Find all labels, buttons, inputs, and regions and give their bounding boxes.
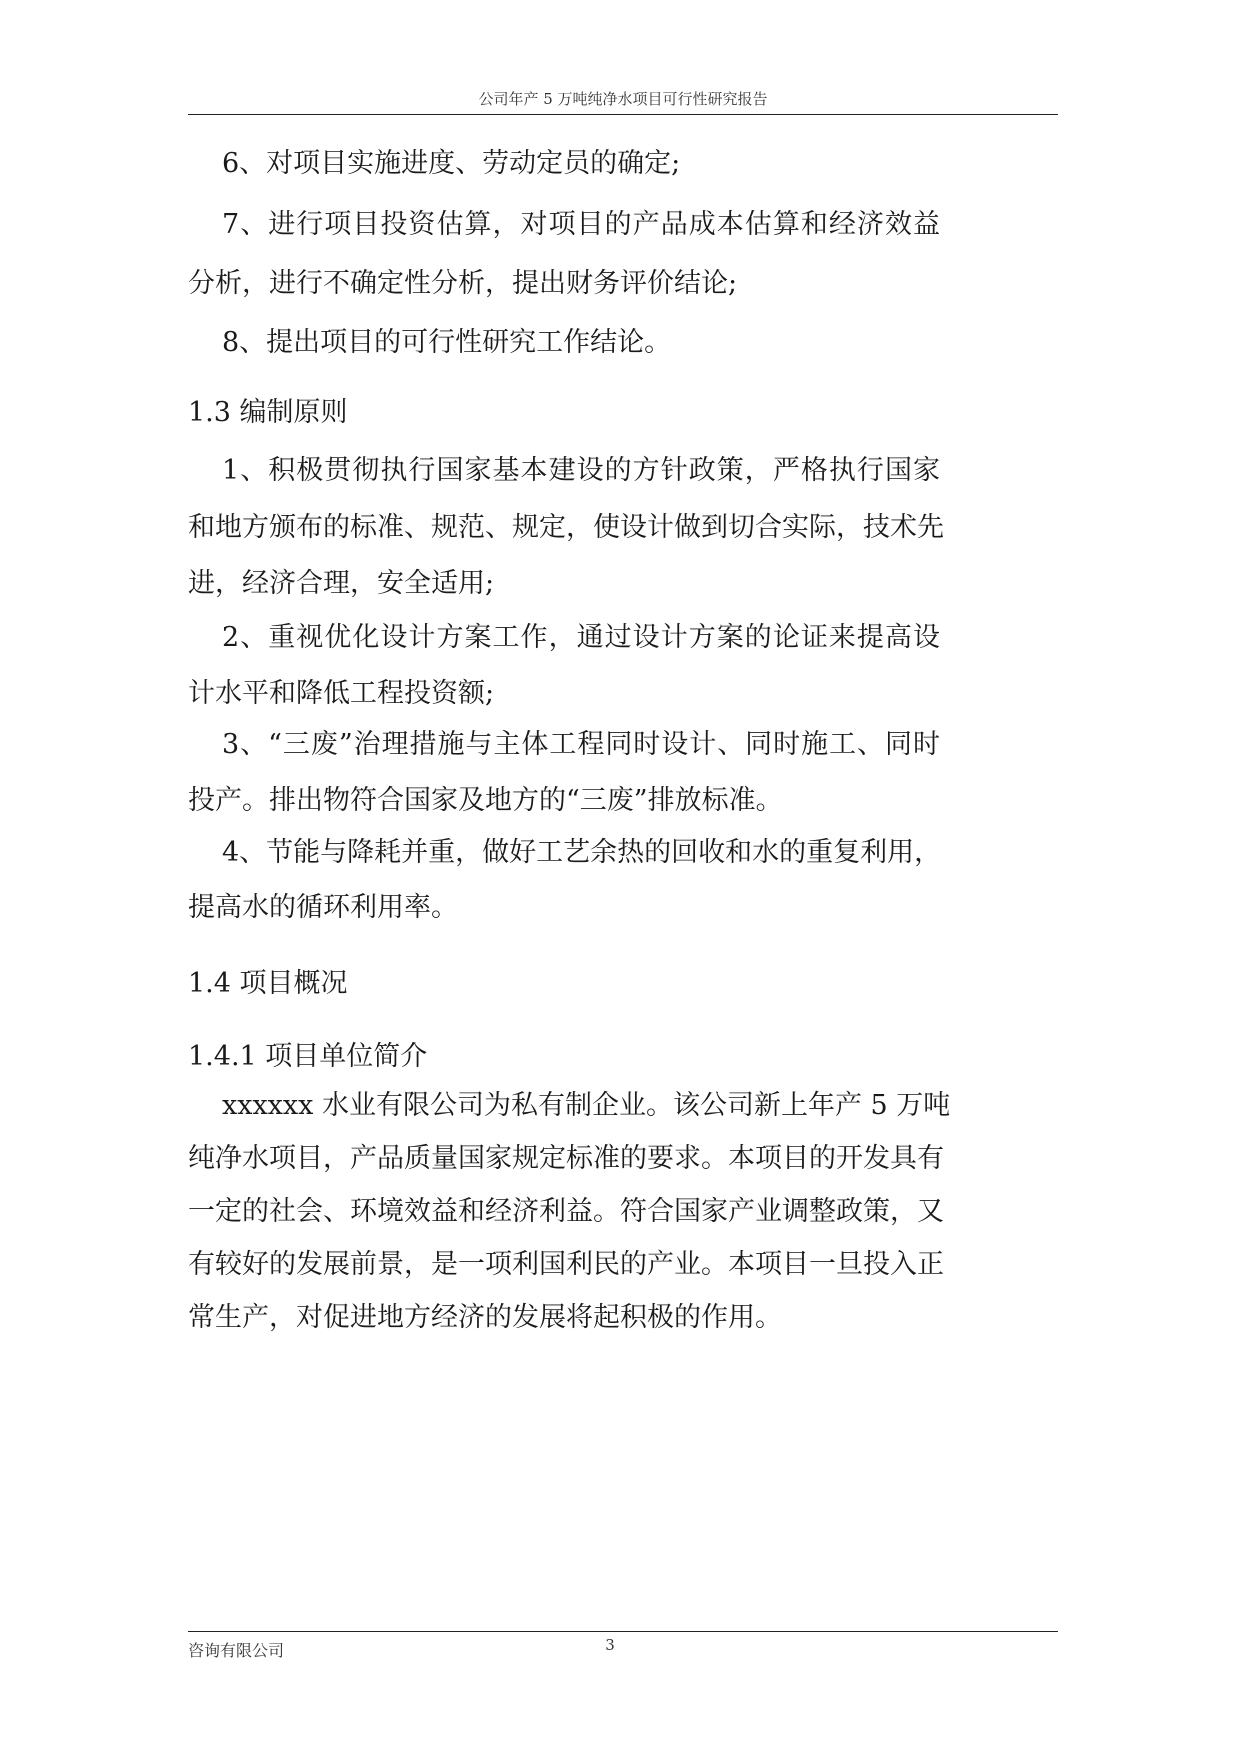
running-header: 公司年产 5 万吨纯净水项目可行性研究报告 [478, 90, 768, 108]
subsection-heading: 1.4.1 项目单位简介 [188, 1041, 428, 1072]
paragraph-line: 1、积极贯彻执行国家基本建设的方针政策，严格执行国家 [222, 455, 940, 486]
paragraph-line: 投产。排出物符合国家及地方的“三废”排放标准。 [188, 785, 783, 816]
paragraph-line: 计水平和降低工程投资额; [188, 678, 495, 709]
paragraph-line: 8、提出项目的可行性研究工作结论。 [222, 327, 672, 358]
paragraph-line: 3、“三废”治理措施与主体工程同时设计、同时施工、同时 [222, 729, 940, 760]
paragraph-line: 和地方颁布的标准、规范、规定，使设计做到切合实际，技术先 [188, 512, 944, 543]
paragraph-line: 7、进行项目投资估算，对项目的产品成本估算和经济效益 [222, 209, 940, 240]
footer-company: 咨询有限公司 [188, 1641, 285, 1660]
paragraph-line: xxxxxx 水业有限公司为私有制企业。该公司新上年产 5 万吨 [222, 1090, 951, 1121]
paragraph-line: 常生产，对促进地方经济的发展将起积极的作用。 [188, 1302, 782, 1333]
paragraph-line: 分析，进行不确定性分析，提出财务评价结论; [188, 268, 738, 299]
header-rule [188, 114, 1058, 115]
paragraph-line: 有较好的发展前景，是一项利国利民的产业。本项目一旦投入正 [188, 1249, 944, 1280]
paragraph-line: 进，经济合理，安全适用; [188, 568, 495, 599]
section-heading: 1.3 编制原则 [188, 397, 348, 428]
paragraph-line: 6、对项目实施进度、劳动定员的确定; [222, 148, 681, 179]
paragraph-line: 提高水的循环利用率。 [188, 892, 458, 923]
footer-rule [188, 1631, 1058, 1632]
paragraph-line: 2、重视优化设计方案工作，通过设计方案的论证来提高设 [222, 622, 940, 653]
paragraph-line: 4、节能与降耗并重，做好工艺余热的回收和水的重复利用， [222, 837, 942, 868]
page-number: 3 [605, 1636, 615, 1654]
paragraph-line: 一定的社会、环境效益和经济利益。符合国家产业调整政策，又 [188, 1196, 944, 1227]
paragraph-line: 纯净水项目，产品质量国家规定标准的要求。本项目的开发具有 [188, 1143, 944, 1174]
section-heading: 1.4 项目概况 [188, 968, 348, 999]
